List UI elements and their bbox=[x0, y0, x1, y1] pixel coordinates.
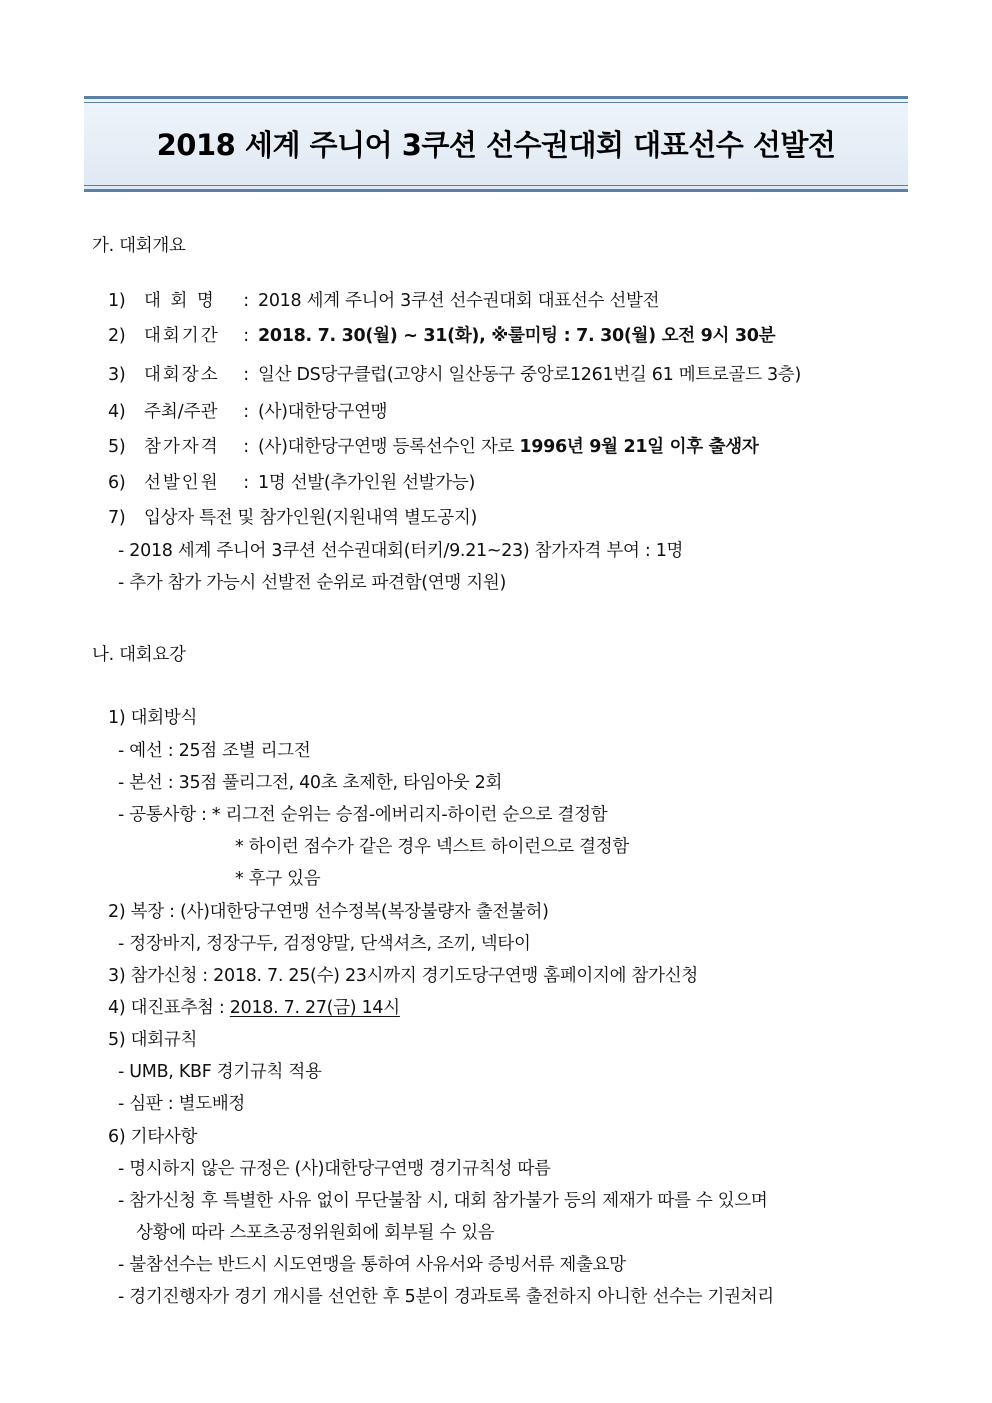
document-title: 2018 세계 주니어 3쿠션 선수권대회 대표선수 선발전 bbox=[156, 128, 836, 162]
item-key: 주최/주관 bbox=[144, 402, 218, 422]
rules-line-method: 1) 대회방식 bbox=[108, 708, 198, 728]
item7-sub-1: - 2018 세계 주니어 3쿠션 선수권대회(터키/9.21~23) 참가자격 부여 : 1명 bbox=[118, 541, 684, 561]
title-rule-bottom bbox=[84, 189, 908, 192]
item-value: 1명 선발(추가인원 선발가능) bbox=[258, 473, 476, 493]
section-b-heading: 나. 대회요강 bbox=[92, 645, 186, 665]
item-key: 대회기간 bbox=[144, 326, 220, 346]
item-number: 1) bbox=[108, 291, 126, 311]
rules-line-dress: 2) 복장 : (사)대한당구연맹 선수정복(복장불량자 출전불허) bbox=[108, 902, 549, 922]
item-key: 대회장소 bbox=[144, 365, 220, 385]
item-value: 일산 DS당구클럽(고양시 일산동구 중앙로1261번길 61 메트로골드 3층) bbox=[258, 365, 801, 385]
overview-item-4: 4) 주최/주관 : (사)대한당구연맹 bbox=[108, 402, 388, 422]
rules-line-other-1: - 명시하지 않은 규정은 (사)대한당구연맹 경기규칙성 따름 bbox=[118, 1159, 551, 1179]
rules-line-draw bbox=[108, 996, 400, 1020]
draw-date: 2018. 7. 27(금) 14시 bbox=[229, 998, 400, 1018]
item-value: 2018. 7. 30(월) ~ 31(화), ※룰미팅 : 7. 30(월) 오전 9시 30분 bbox=[258, 326, 776, 346]
item-number: 5) bbox=[108, 437, 126, 457]
title-rule-top-thin bbox=[84, 102, 908, 103]
item-key: 대 회 명 bbox=[144, 291, 216, 311]
rules-line-common: - 공통사항 : * 리그전 순위는 승점-에버리지-하이런 순으로 결정함 bbox=[118, 805, 608, 825]
overview-item-6: 6) 선발인원 : 1명 선발(추가인원 선발가능) bbox=[108, 473, 476, 493]
rules-line-referee: - 심판 : 별도배정 bbox=[118, 1094, 246, 1114]
rules-line-other: 6) 기타사항 bbox=[108, 1127, 198, 1147]
item-key: 참가자격 bbox=[144, 437, 220, 457]
rules-line-registration: 3) 참가신청 : 2018. 7. 25(수) 23시까지 경기도당구연맹 홈페이지에 참가신청 bbox=[108, 966, 698, 986]
rules-line-main: - 본선 : 35점 풀리그전, 40초 초제한, 타임아웃 2회 bbox=[118, 773, 503, 793]
item-value-emphasis: 1996년 9월 21일 이후 출생자 bbox=[519, 437, 759, 457]
rules-line-umb: - UMB, KBF 경기규칙 적용 bbox=[118, 1062, 322, 1082]
item-number: 2) bbox=[108, 326, 126, 346]
rules-line-other-2: - 참가신청 후 특별한 사유 없이 무단불참 시, 대회 참가불가 등의 제재가 따를 수 있으며 bbox=[118, 1191, 768, 1211]
overview-item-2: 2) 대회기간 : 2018. 7. 30(월) ~ 31(화), ※룰미팅 : 7. 30(월) 오전 9시 30분 bbox=[108, 326, 776, 346]
draw-label: 4) 대진표추첨 : bbox=[108, 998, 230, 1018]
rules-line-other-2-cont: 상황에 따라 스포츠공정위원회에 회부될 수 있음 bbox=[136, 1223, 495, 1243]
rules-line-other-4: - 경기진행자가 경기 개시를 선언한 후 5분이 경과토록 출전하지 아니한 선수는 기권처리 bbox=[118, 1287, 774, 1307]
item-number: 4) bbox=[108, 402, 126, 422]
rules-line-prelim: - 예선 : 25점 조별 리그전 bbox=[118, 741, 311, 761]
rules-line-common-2: * 하이런 점수가 같은 경우 넥스트 하이런으로 결정함 bbox=[235, 837, 629, 857]
title-rule-top bbox=[84, 96, 908, 99]
overview-item-7 bbox=[108, 506, 477, 530]
section-a-heading: 가. 대회개요 bbox=[92, 236, 186, 256]
item-number: 3) bbox=[108, 365, 126, 385]
item-value: (사)대한당구연맹 bbox=[258, 402, 388, 422]
item-key: 선발인원 bbox=[144, 473, 220, 493]
title-banner bbox=[84, 96, 908, 192]
overview-item-3: 3) 대회장소 : 일산 DS당구클럽(고양시 일산동구 중앙로1261번길 61 메트로골드 3층) bbox=[108, 365, 801, 385]
rules-line-dress-detail: - 정장바지, 정장구두, 검정양말, 단색셔츠, 조끼, 넥타이 bbox=[118, 934, 531, 954]
rules-line-rules: 5) 대회규칙 bbox=[108, 1030, 198, 1050]
rules-line-common-3: * 후구 있음 bbox=[235, 869, 321, 889]
item-text: 입상자 특전 및 참가인원(지원내역 별도공지) bbox=[144, 508, 477, 528]
item-value: 2018 세계 주니어 3쿠션 선수권대회 대표선수 선발전 bbox=[258, 291, 660, 311]
overview-item-5: 5) 참가자격 : (사)대한당구연맹 등록선수인 자로 1996년 9월 21일 이후 출생자 bbox=[108, 437, 759, 457]
item-value: (사)대한당구연맹 등록선수인 자로 bbox=[258, 437, 520, 457]
rules-line-other-3: - 불참선수는 반드시 시도연맹을 통하여 사유서와 증빙서류 제출요망 bbox=[118, 1255, 626, 1275]
overview-item-1: 1) 대 회 명 : 2018 세계 주니어 3쿠션 선수권대회 대표선수 선발전 bbox=[108, 291, 660, 311]
item7-sub-2: - 추가 참가 가능시 선발전 순위로 파견함(연맹 지원) bbox=[118, 573, 507, 593]
title-rule-bottom-thin bbox=[84, 185, 908, 186]
item-number: 6) bbox=[108, 473, 126, 493]
item-number: 7) bbox=[108, 508, 126, 528]
